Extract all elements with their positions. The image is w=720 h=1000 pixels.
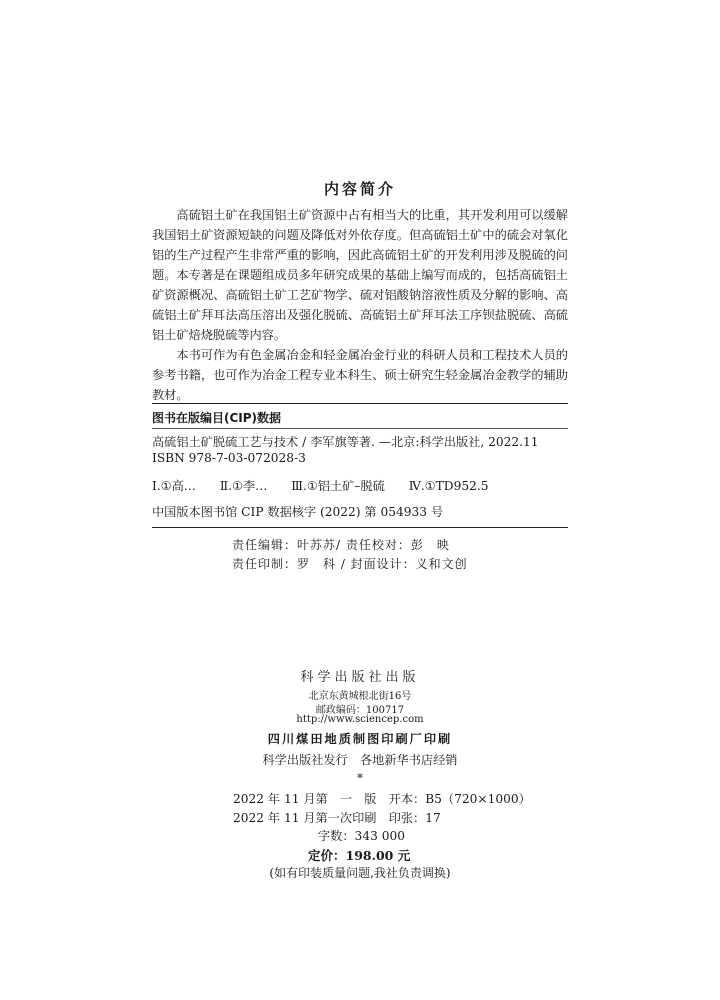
cip-data-block — [152, 403, 568, 528]
price: 定价：198.00 元 — [308, 848, 411, 863]
cip-heading: 图书在版编目(CIP)数据 — [152, 411, 282, 425]
edition-line: 2022 年 11 月第 一 版 开本：B5（720×1000） — [233, 792, 531, 806]
printing-line: 2022 年 11 月第一次印刷 印张：17 — [233, 811, 441, 825]
intro-title: 内容简介 — [323, 180, 396, 198]
cip-class-item: Ⅱ.①李… — [219, 479, 268, 493]
intro-paragraph: 本书可作为有色金属冶金和轻金属冶金行业的科研人员和工程技术人员的参考书籍，也可作为冶金工程专业本科生、硕士研究生轻金属冶金教学的辅助教材。 — [152, 348, 568, 402]
credit-editor-line: 责任编辑：叶苏苏/ 责任校对：彭 映 — [232, 538, 450, 552]
cip-title-line: 高硫铝土矿脱硫工艺与技术 / 李军旗等著. —北京:科学出版社, 2022.11 — [152, 435, 539, 449]
distribution-line: 科学出版社发行 各地新华书店经销 — [262, 753, 458, 767]
intro-paragraph: 高硫铝土矿在我国铝土矿资源中占有相当大的比重，其开发利用可以缓解我国铝土矿资源短缺的问题及降低对外依存度。但高硫铝土矿中的硫会对氧化铝的生产过程产生非常严重的影响，因此高硫铝土矿的开发利用涉及脱硫的问题。本专著是在课题组成员多年研究成果的基础上编写而成的，包括高硫铝土矿资源概况、高硫铝土矿工艺矿物学、硫对铝酸钠溶液性质及分解的影响、高硫铝土矿拜耳法高压溶出及强化脱硫、高硫铝土矿拜耳法工序钡盐脱硫、高硫铝土矿焙烧脱硫等内容。 — [152, 208, 568, 342]
separator-star: * — [357, 771, 363, 785]
intro-body — [152, 205, 568, 405]
publisher-address: 北京东黄城根北街16号 — [308, 691, 412, 702]
printer-line: 四川煤田地质制图印刷厂印刷 — [267, 732, 453, 746]
publisher-name: 科学出版社出版 — [300, 670, 420, 685]
cip-class-item: Ⅳ.①TD952.5 — [408, 479, 489, 493]
cip-divider — [152, 428, 568, 429]
cip-classification — [152, 477, 508, 494]
cip-core-data: 中国版本图书馆 CIP 数据核字 (2022) 第 054933 号 — [152, 505, 444, 519]
price-note: (如有印装质量问题,我社负责调换) — [269, 866, 451, 880]
cip-class-item: Ⅲ.①铝土矿–脱硫 — [291, 479, 385, 493]
word-count: 字数：343 000 — [318, 829, 405, 843]
credit-print-line: 责任印制：罗 科 / 封面设计：义和文创 — [232, 557, 468, 571]
publisher-website: http://www.sciencep.com — [296, 714, 424, 725]
cip-isbn: ISBN 978-7-03-072028-3 — [152, 451, 306, 465]
publisher-postcode: 邮政编码：100717 — [315, 705, 405, 716]
cip-class-item: Ⅰ.①高… — [152, 479, 196, 493]
